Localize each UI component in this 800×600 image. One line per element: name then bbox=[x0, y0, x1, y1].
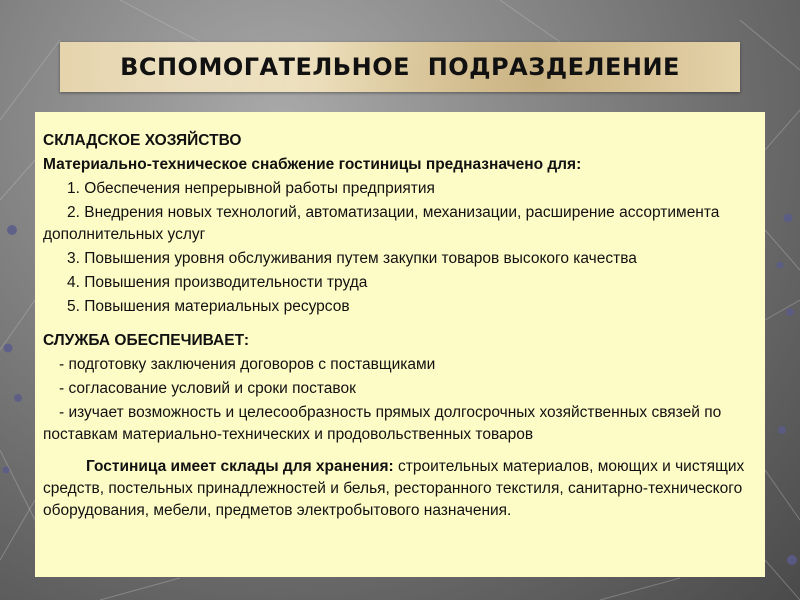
section2-item-2: - согласование условий и сроки поставок bbox=[59, 380, 356, 397]
slide-title: ВСПОМОГАТЕЛЬНОЕ ПОДРАЗДЕЛЕНИЕ bbox=[120, 53, 680, 81]
section1-intro: Материально-техническое снабжение гостиницы предназначено для: bbox=[43, 156, 582, 173]
section1-item-5: 5. Повышения материальных ресурсов bbox=[67, 298, 350, 315]
section1-item-1: 1. Обеспечения непрерывной работы предприятия bbox=[67, 180, 435, 197]
content-panel bbox=[35, 112, 765, 577]
section3-text: строительных материалов, моющих и чистящих средств, постельных принадлежностей и белья, ресторанного текстиля, санитарно-технического оборудования, мебели, предметов электробытового назначения. bbox=[43, 458, 745, 519]
section2-heading: СЛУЖБА ОБЕСПЕЧИВАЕТ: bbox=[43, 332, 250, 349]
section2-item-1: - подготовку заключения договоров с поставщиками bbox=[59, 356, 436, 373]
section1-heading: СКЛАДСКОЕ ХОЗЯЙСТВО bbox=[43, 132, 242, 149]
section3-paragraph bbox=[43, 456, 757, 522]
section3-lead: Гостиница имеет склады для хранения: bbox=[86, 458, 394, 475]
section1-item-2: 2. Внедрения новых технологий, автоматизации, механизации, расширение ассортимента дополнительных услуг bbox=[43, 204, 720, 243]
title-banner bbox=[60, 42, 740, 92]
section1-item-3: 3. Повышения уровня обслуживания путем закупки товаров высокого качества bbox=[67, 250, 637, 267]
section1-item-4: 4. Повышения производительности труда bbox=[67, 274, 368, 291]
section2-item-3: - изучает возможность и целесообразность прямых долгосрочных хозяйственных связей по поставкам материально-технических и продовольственных товаров bbox=[43, 404, 722, 443]
